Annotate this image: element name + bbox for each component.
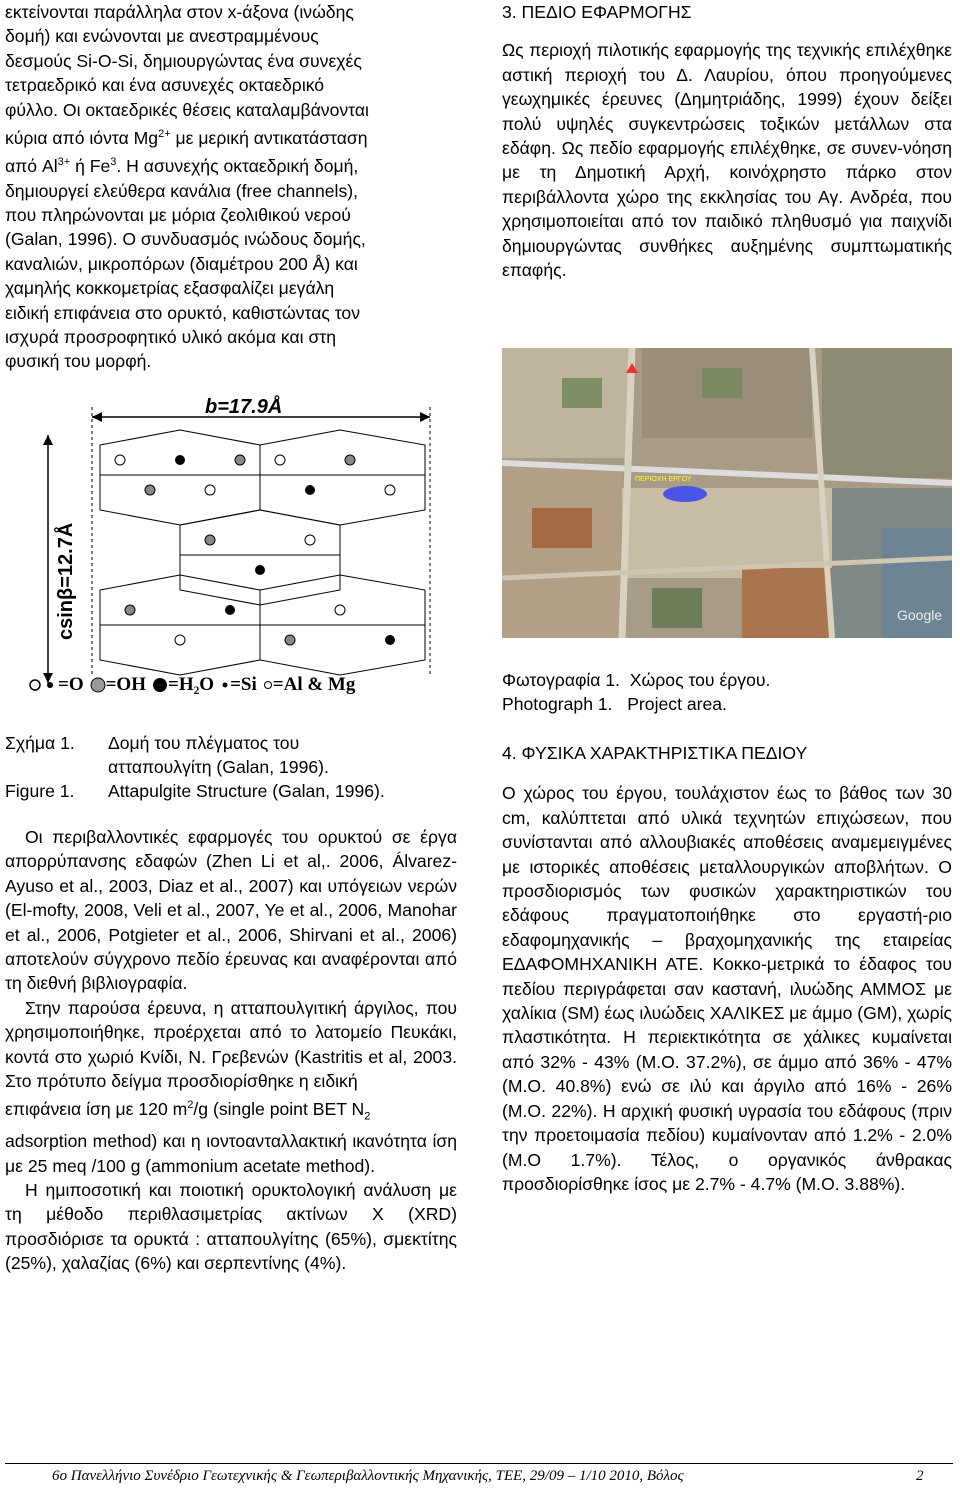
text-line: καναλιών, μικροπόρων (διαμέτρου 200 Å) και [5,253,358,274]
legend-si [220,674,257,696]
legend-label: =Si [230,674,257,695]
photo1-caption [502,668,952,716]
text-span: . Η ασυνεχής οκταεδρική δομή, [116,156,359,177]
text-line: ειδική επιφάνεια στο ορυκτό, καθιστώντας τον [5,302,361,323]
page-number: 2 [916,1468,924,1484]
right-bottom-text [502,741,952,1196]
section-heading: 3. ΠΕΔΙΟ ΕΦΑΡΜΟΓΗΣ [502,2,692,22]
legend-label: =OH [105,674,146,695]
water-symbol-icon [152,677,168,693]
section-heading: 4. ΦΥΣΙΚΑ ΧΑΡΑΚΤΗΡΙΣΤΙΚΑ ΠΕΔΙΟΥ [502,743,808,763]
text-line: εκτείνονται παράλληλα στον x-άξονα (ινώδης [5,2,354,22]
figure1-caption [5,731,465,803]
paragraph: Η ημιποσοτική και ποιοτική ορυκτολογική ανάλυση με τη μέθοδο περιθλασιμετρίας ακτίνων Χ (XRD) προσδιόρισε τα ορυκτά : ατταπουλγίτης (65%), σμεκτίτης (25%), χαλαζίας (6%) και σερπεντίνης (4%). [5,1180,457,1274]
text-line: δομή) και ενώνονται με ανεστραμμένους [5,26,319,47]
superscript: 3+ [57,156,71,169]
caption-label: Σχήμα 1. [5,733,75,753]
oxygen-symbol-icon [28,678,58,692]
paragraph: Στην παρούσα έρευνα, η ατταπουλγιτική άργιλος, που χρησιμοποιήθηκε, προέρχεται από το λατομείο Πευκάκι, κοντά στο χωριό Κνίδι, Ν. Γρεβενών (Kastritis et al, 2003. Στο πρότυπο δείγμα προσδιορίσθηκε η ειδική [5,997,457,1092]
lattice-structure [100,430,425,675]
text-line: χαμηλής κοκκομετρίας εξασφαλίζει μεγάλη [5,278,335,299]
silicon-symbol-icon [220,680,230,690]
b-dimension-label: b=17.9Å [205,396,283,418]
aerial-map-image [502,348,952,638]
crystal-structure-diagram [30,395,450,695]
text-line [5,150,457,178]
text-span: με μερική αντικατάσταση [170,127,368,148]
caption-english: Photograph 1. Project area. [502,694,727,714]
right-top-text [502,0,952,282]
caption-greek: Φωτογραφία 1. Χώρος του έργου. [502,670,771,690]
caption-label: Figure 1. [5,781,75,801]
caption-greek [5,731,465,779]
paragraph-line [5,1093,457,1129]
aerial-photo [502,348,952,638]
paragraph: adsorption method) και η ιοντοανταλλακτική ικανότητα ίση με 25 meq /100 g (ammonium acetate method). [5,1131,457,1176]
paragraph: Οι περιβαλλοντικές εφαρμογές του ορυκτού σε έργα απορρύπανσης εδαφών (Zhen Li et al,. 2006, Álvarez-Ayuso et al., 2003, Diaz et al., 2007) και υπόγειων νερών (El-mofty, 2008, Veli et al., 2007, Ye et al., 2006, Manohar et al., 2006, Potgieter et al., 2006, Shirvani et al., 2006) αποτελούν σύγχρονο πεδίο έρευνας και αναφέρονται από τη διεθνή βιβλιογραφία. [5,827,457,994]
attapulgite-structure-figure [30,395,450,695]
text-span: ή Fe [70,156,111,177]
caption-text [108,731,329,779]
text-line: που πληρώνονται με μόρια ζεολιθικού νερού [5,204,351,225]
footer-text: 6ο Πανελλήνιο Συνέδριο Γεωτεχνικής & Γεωπεριβαλλοντικής Μηχανικής, ΤΕΕ, 29/09 – 1/10 2010, Βόλος [52,1468,684,1484]
arrow-left-icon [92,412,102,422]
legend-oh [90,674,146,696]
caption-english [5,779,465,803]
superscript: 2+ [158,128,171,141]
text-line: φύλλο. Οι οκταεδρικές θέσεις καταλαμβάνονται [5,99,369,120]
paragraph: Ο χώρος του έργου, τουλάχιστον έως το βάθος των 30 cm, καλύπτεται από υλικά τεχνητών επιχώσεων, που συνίστανται από αλλουβιακές αποθέσεις αναμεμειγμένες με ιστορικές αποθέσεις μεταλλουργικών αποβλήτων. Ο προσδιορισμός των φυσικών χαρακτηριστικών του εδάφους πραγματοποιήθηκε στο εργαστή-ριο εδαφομηχανικής – βραχομηχανικής της εταιρείας ΕΔΑΦΟΜΗΧΑΝΙΚΗ ΑΤΕ. Κοκκο-μετρικά το έδαφος του πεδίου περιγράφεται σαν καστανή, ιλυώδης ΑΜΜΟΣ με χαλίκια (SM) έως ιλυώδεις ΧΑΛΙΚΕΣ με άμμο (GM), χωρίς πλαστικότητα. Η περιεκτικότητα σε χάλικες κυμαίνεται από 32% - 43% (Μ.Ο. 37.2%), σε άμμο από 36% - 47% (Μ.Ο. 40.8%) ενώ σε ιλύ και άργιλο από 16% - 26% (Μ.Ο. 22%). Η αρχική φυσική υγρασία του εδάφους (πριν την προετοιμασία πεδίου) κυμαίνονταν από 1.2% - 2.0% (Μ.Ο 1.7%). Τέλος, ο οργανικός άνθρακας προσδιορίσθηκε ίσος με 2.7% - 4.7% (Μ.Ο. 3.88%). [502,783,952,1194]
legend-label: =O [58,674,84,695]
text-line: φυσική του μορφή. [5,351,152,372]
text-span: επιφάνεια ίση με 120 m [5,1099,188,1120]
caption-text: Attapulgite Structure (Galan, 1996). [108,781,385,801]
text-line: τετραεδρικό και ένα ασυνεχές οκταεδρικό [5,75,325,96]
c-dimension-label: csinβ=12.7Å [55,522,77,640]
text-span: /g (single point BET N [193,1099,365,1120]
superscript: 2 [187,1099,194,1112]
legend-label: =Al & Mg [272,674,356,695]
superscript: 3 [110,156,117,169]
project-area-label: ΠΕΡΙΟΧΗ ΕΡΓΟΥ [635,476,692,483]
text-line: δημιουργεί ελεύθερα κανάλια (free channels), [5,180,359,201]
text-span: κύρια από ιόντα Mg [5,127,159,148]
left-bottom-text [5,825,457,1276]
legend-h2o [152,674,214,696]
paragraph: Ως περιοχή πιλοτικής εφαρμογής της τεχνικής επιλέχθηκε αστική περιοχή του Δ. Λαυρίου, όπου προηγούμενες γεωχημικές έρευνες (Δημητριάδης, 1999) έχουν δείξει πολύ υψηλές συγκεντρώσεις τοξικών μετάλλων στα εδάφη. Ως πεδίο εφαρμογής επιλέχθηκε, σε συνεν-νόηση με τη Δημοτική Αρχή, κοινόχρηστο πάρκο στον περιβάλλοντα χώρο της εκκλησίας του Αγ. Ανδρέα, που χρησιμοποιείται από τον παιδικό πληθυσμό για παιχνίδι δημιουργώντας συνθήκες αυξημένης συμπτωματικής επαφής. [502,40,952,281]
al-mg-symbol-icon [263,680,273,690]
text-line [5,122,457,150]
left-top-text [5,0,457,374]
arrow-up-icon [43,435,53,445]
legend-label: =H₂O [168,674,215,695]
text-line: δεσμούς Si-O-Si, δημιουργώντας ένα συνεχές [5,50,362,71]
arrow-right-icon [420,412,430,422]
text-span: από Al [5,156,58,177]
atom-markers [115,455,395,645]
legend-o [28,674,84,696]
text-line: (Galan, 1996). Ο συνδυασμός ινώδους δομής, [5,229,366,250]
subscript: 2 [364,1110,371,1123]
caption-line: Δομή του πλέγματος του [108,733,300,753]
google-watermark: Google [897,607,943,623]
caption-line: ατταπουλγίτη (Galan, 1996). [108,757,329,777]
project-area-marker [663,486,707,502]
figure-legend [28,672,458,698]
text-line: ισχυρά προσροφητικό υλικό ακόμα και στη [5,327,337,347]
legend-al-mg [263,674,356,696]
hydroxyl-symbol-icon [90,677,106,693]
footer-rule [5,1463,953,1464]
